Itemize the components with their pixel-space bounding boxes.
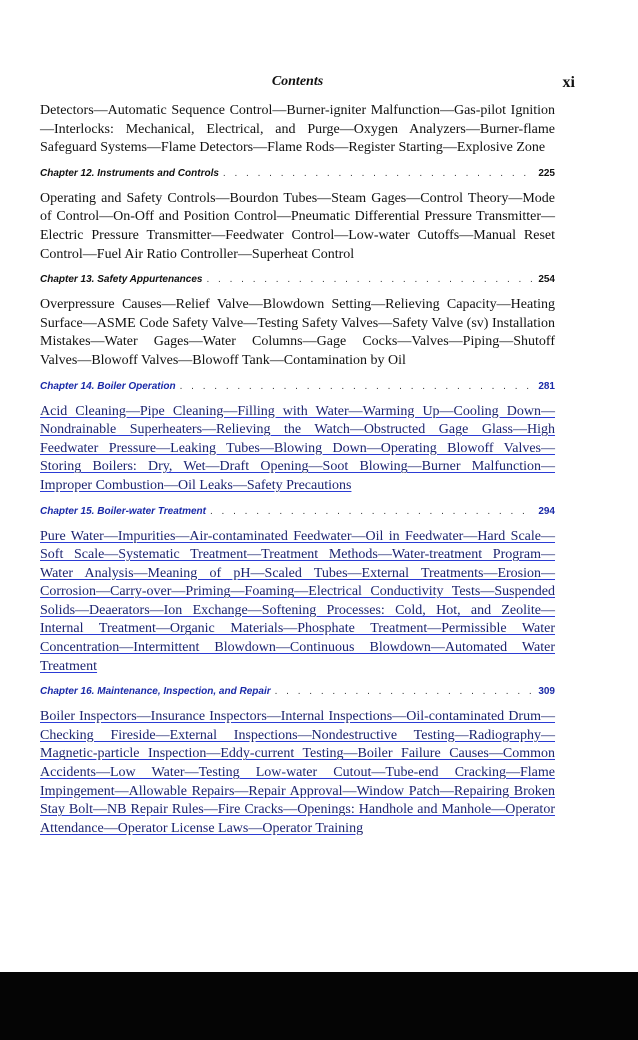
leader-dots <box>210 506 534 517</box>
chapter-12-section <box>40 168 555 264</box>
chapter-page: 225 <box>538 167 555 179</box>
chapter-heading[interactable] <box>40 274 555 288</box>
scan-bottom-bar <box>0 972 638 1040</box>
chapter-topics: Acid Cleaning—Pipe Cleaning—Filling with Water—Warming Up—Cooling Down—Nondrainable Superheaters—Relieving the Watch—Obstructed Gage Glass—High Feedwater Pressure—Leaking Tubes—Blowing Down—Operating Blowoff Valves—Storing Boilers: Dry, Wet—Draft Opening—Soot Blowing—Burner Malfunction—Improper Combustion—Oil Leaks—Safety Precautions <box>40 403 555 493</box>
chapter-heading[interactable] <box>40 168 555 182</box>
chapter-title: Chapter 12. Instruments and Controls <box>40 167 219 179</box>
running-title: Contents <box>271 74 324 89</box>
chapter-heading[interactable] <box>40 506 555 520</box>
leader-dots <box>223 168 534 179</box>
chapter-title: Chapter 15. Boiler-water Treatment <box>40 505 206 517</box>
intro-topics: Detectors—Automatic Sequence Control—Burner-igniter Malfunction—Gas-pilot Ignition—Interlocks: Mechanical, Electrical, and Purge—Oxygen Analyzers—Burner-flame Safeguard Systems—Flame Detectors—Flame Rods—Register Starting—Explosive Zone <box>40 103 555 156</box>
chapter-title: Chapter 14. Boiler Operation <box>40 380 176 392</box>
chapter-heading[interactable] <box>40 686 555 700</box>
chapter-13-section <box>40 274 555 370</box>
leader-dots <box>180 381 535 392</box>
chapter-topics: Overpressure Causes—Relief Valve—Blowdown Setting—Relieving Capacity—Heating Surface—ASME Code Safety Valve—Testing Safety Valves—Safety Valve (sv) Installation Mistakes—Water Gages—Water Columns—Gage Cocks—Valves—Piping—Shutoff Valves—Blowoff Valves—Blowoff Tank—Contamination by Oil <box>40 297 555 368</box>
chapter-heading[interactable] <box>40 381 555 395</box>
chapter-page: 309 <box>538 686 555 698</box>
chapter-page: 294 <box>538 505 555 517</box>
contents-list <box>40 102 555 848</box>
page-header <box>40 74 575 96</box>
chapter-16-section <box>40 686 555 838</box>
chapter-15-section <box>40 506 555 677</box>
chapter-title: Chapter 13. Safety Appurtenances <box>40 274 203 286</box>
chapter-topics: Pure Water—Impurities—Air-contaminated Feedwater—Oil in Feedwater—Hard Scale—Soft Scale—Systematic Treatment—Treatment Methods—Water-treatment Program—Water Analysis—Meaning of pH—Scaled Tubes—External Treatments—Erosion—Corrosion—Carry-over—Priming—Foaming—Electrical Conductivity Tests—Suspended Solids—Deaerators—Ion Exchange—Softening Processes: Cold, Hot, and Zeolite—Internal Treatment—Organic Materials—Phosphate Treatment—Permissible Water Concentration—Intermittent Blowdown—Continuous Blowdown—Automated Water Treatment <box>40 528 555 674</box>
chapter-title: Chapter 16. Maintenance, Inspection, and Repair <box>40 686 271 698</box>
page-number: xi <box>562 74 575 91</box>
chapter-14-section <box>40 381 555 496</box>
chapter-page: 254 <box>538 274 555 286</box>
leader-dots <box>275 686 535 697</box>
chapter-topics: Operating and Safety Controls—Bourdon Tubes—Steam Gages—Control Theory—Mode of Control—On-Off and Position Control—Pneumatic Differential Pressure Transmitter—Electric Pressure Transmitter—Feedwater Control—Low-water Cutoffs—Manual Reset Control—Fuel Air Ratio Controller—Superheat Control <box>40 190 555 262</box>
chapter-page: 281 <box>538 380 555 392</box>
chapter-topics: Boiler Inspectors—Insurance Inspectors—Internal Inspections—Oil-contaminated Drum—Checking Fireside—External Inspections—Nondestructive Testing—Radiography—Magnetic-particle Inspection—Eddy-current Testing—Boiler Failure Causes—Common Accidents—Low Water—Testing Low-water Cutout—Tube-end Cracking—Flame Impingement—Allowable Repairs—Repair Approval—Window Patch—Repairing Broken Stay Bolt—NB Repair Rules—Fire Cracks—Openings: Handhole and Manhole—Operator Attendance—Operator License Laws—Operator Training <box>40 709 555 836</box>
leader-dots <box>206 274 534 285</box>
